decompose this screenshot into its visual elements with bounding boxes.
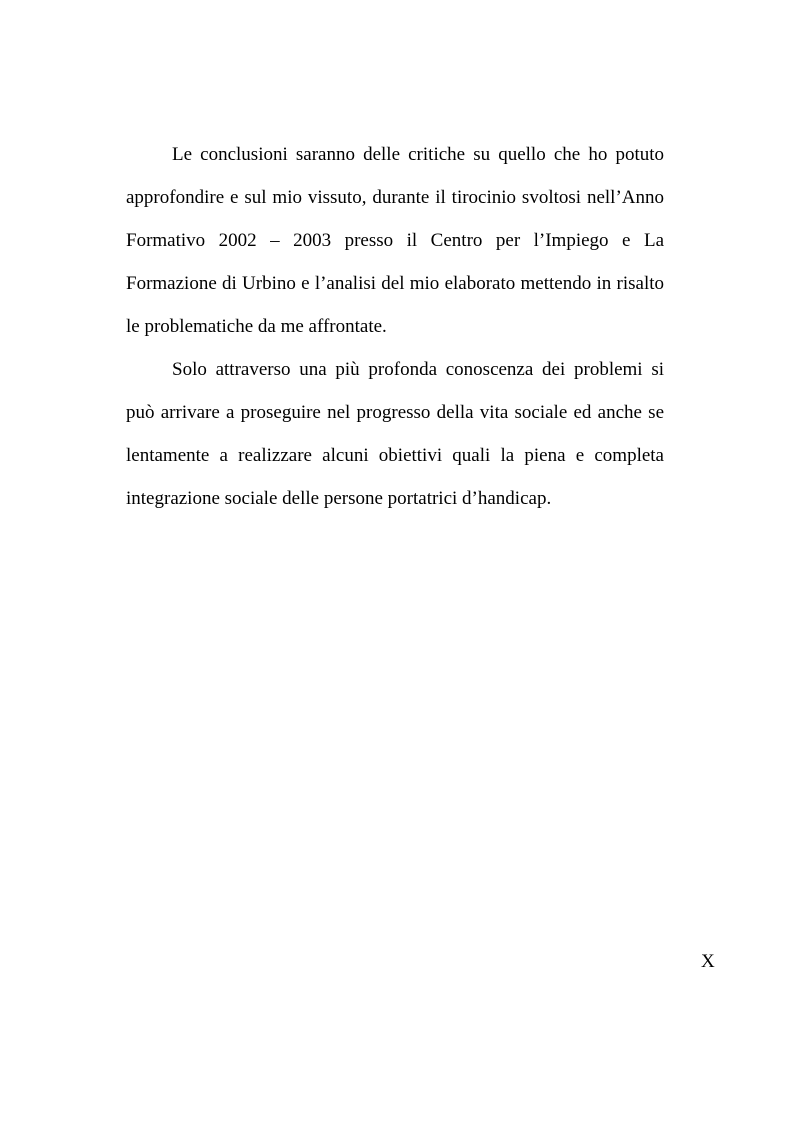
page-number: X — [701, 951, 715, 972]
paragraph-conclusions: Le conclusioni saranno delle critiche su quello che ho potuto approfondire e sul mio vissuto, durante il tirocinio svoltosi nell’Anno Formativo 2002 – 2003 presso il Centro per l’Impiego e La Formazione di Urbino e l’analisi del mio elaborato mettendo in risalto le problematiche da me affrontate. — [126, 144, 664, 337]
paragraph-integration: Solo attraverso una più profonda conoscenza dei problemi si può arrivare a proseguire nel progresso della vita sociale ed anche se lentamente a realizzare alcuni obiettivi quali la piena e completa integrazione sociale delle persone portatrici d’handicap. — [126, 359, 664, 509]
body-text — [126, 133, 664, 520]
